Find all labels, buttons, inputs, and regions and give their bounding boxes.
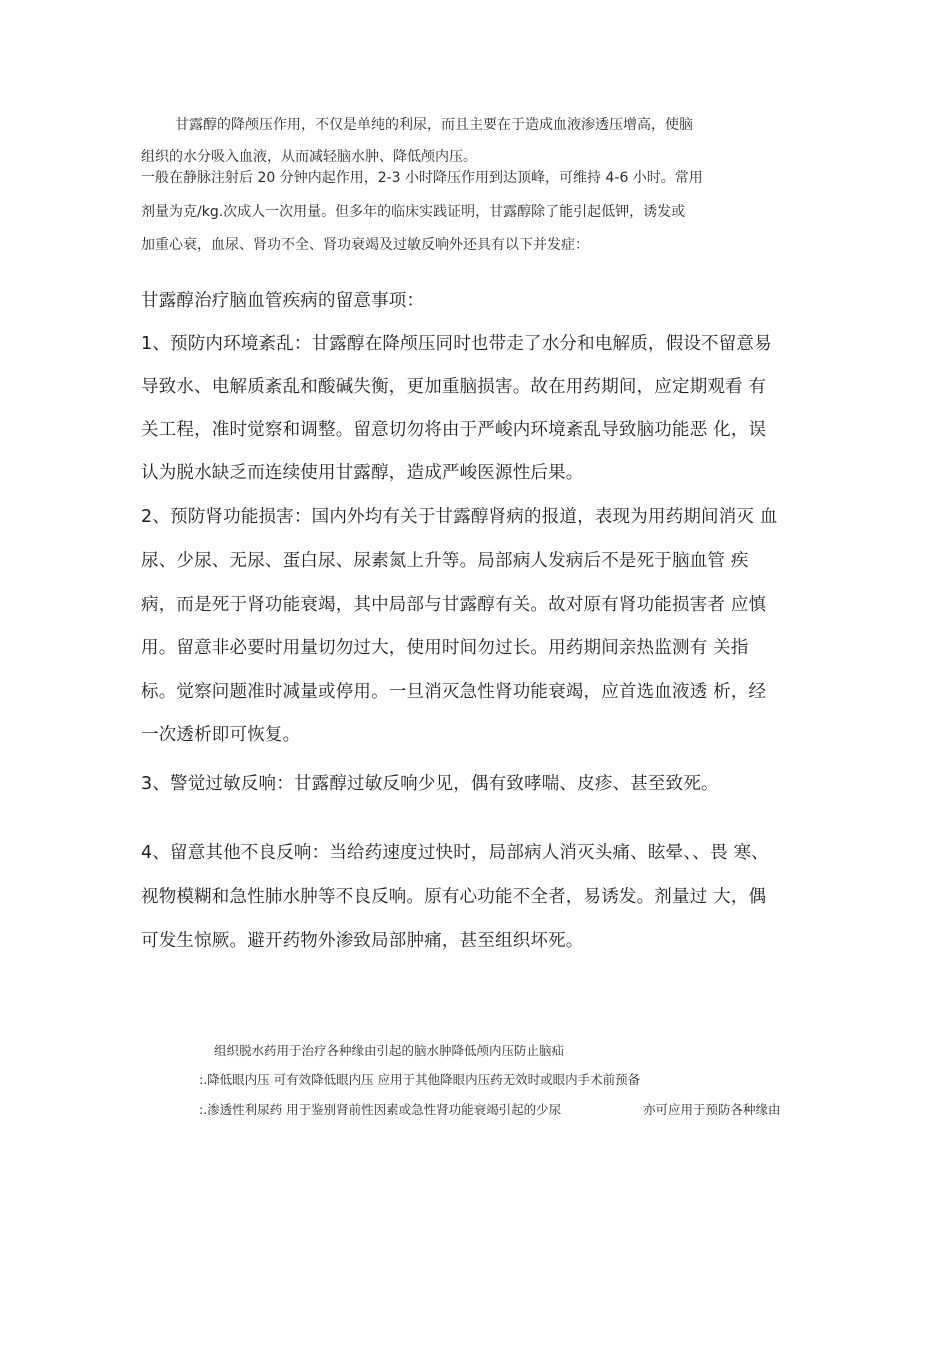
item2-line-1: 2、预防肾功能损害：国内外均有关于甘露醇肾病的报道，表现为用药期间消灭 血 [141,507,778,527]
item2-line-6: 一次透析即可恢复。 [141,725,301,745]
item2-line-3: 病，而是死于肾功能衰竭，其中局部与甘露醇有关。故对原有肾功能损害者 应慎 [141,595,767,615]
item2-line-5: 标。觉察问题准时减量或停用。一旦消灭急性肾功能衰竭，应首选血液透 析，经 [141,682,767,702]
notes-title: 甘露醇治疗脑血管疾病的留意事项： [141,291,425,311]
item1-line-4: 认为脱水缺乏而连续使用甘露醇，造成严峻医源性后果。 [141,463,584,483]
item1-line-1: 1、预防内环境紊乱：甘露醇在降颅压同时也带走了水分和电解质，假设不留意易 [141,334,772,354]
uses-line-3b: 亦可应用于预防各种缘由 [643,1102,781,1117]
uses-line-2: :.降低眼内压 可有效降低眼内压 应用于其他降眼内压药无效时或眼内手术前预备 [199,1072,641,1087]
item2-line-2: 尿、少尿、无尿、蛋白尿、尿素氮上升等。局部病人发病后不是死于脑血管 疾 [141,551,749,571]
uses-line-3a: :.渗透性利尿药 用于鉴别肾前性因素或急性肾功能衰竭引起的少尿 [199,1102,562,1117]
intro-line-2: 组织的水分吸入血液，从而减轻脑水肿、降低颅内压。 [141,149,477,165]
item3-line-1: 3、警觉过敏反响：甘露醇过敏反响少见，偶有致哮喘、皮疹、甚至致死。 [141,774,719,794]
uses-line-1: 组织脱水药用于治疗各种缘由引起的脑水肿降低颅内压防止脑疝 [214,1043,565,1058]
item4-line-1: 4、留意其他不良反响：当给药速度过快时，局部病人消灭头痛、眩晕、、畏 寒、 [141,843,769,863]
item4-line-3: 可发生惊厥。避开药物外渗致局部肿痛，甚至组织坏死。 [141,931,584,951]
intro-line-4: 剂量为克/kg.次成人一次用量。但多年的临床实践证明，甘露醇除了能引起低钾，诱发或 [141,204,686,220]
item4-line-2: 视物模糊和急性肺水肿等不良反响。原有心功能不全者，易诱发。剂量过 大，偶 [141,887,767,907]
item1-line-3: 关工程，准时觉察和调整。留意切勿将由于严峻内环境紊乱导致脑功能恶 化，误 [141,420,767,440]
intro-line-1: 甘露醇的降颅压作用，不仅是单纯的利尿，而且主要在于造成血液渗透压增高，使脑 [175,117,693,133]
intro-line-3: 一般在静脉注射后 20 分钟内起作用，2-3 小时降压作用到达顶峰，可维持 4-6 小时。常用 [141,170,703,186]
intro-line-5: 加重心衰，血尿、肾功不全、肾功衰竭及过敏反响外还具有以下并发症： [141,237,589,253]
item2-line-4: 用。留意非必要时用量切勿过大，使用时间勿过长。用药期间亲热监测有 关指 [141,638,749,658]
item1-line-2: 导致水、电解质紊乱和酸碱失衡，更加重脑损害。故在用药期间，应定期观看 有 [141,377,767,397]
